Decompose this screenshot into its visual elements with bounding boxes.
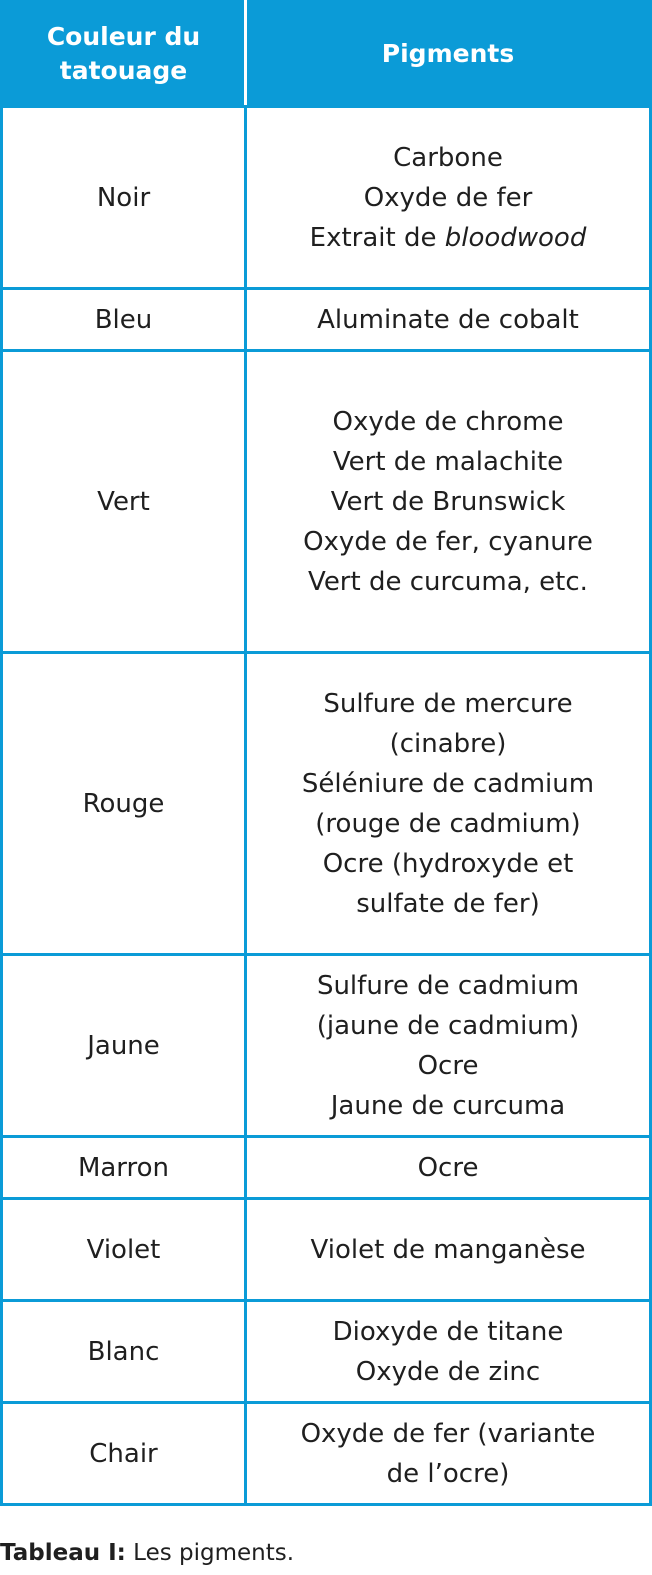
table-row <box>2 289 651 351</box>
pigment-line: Sulfure de cadmium <box>316 970 580 1001</box>
pigment-line: (cinabre) <box>389 728 507 759</box>
pigment-line: Sulfure de mercure <box>323 688 573 719</box>
pigment-line: Extrait de bloodwood <box>309 222 587 253</box>
pigment-line: Violet de manganèse <box>310 1234 586 1265</box>
pigments-cell <box>246 107 651 289</box>
caption-text: Les pigments. <box>125 1540 295 1566</box>
pigment-line: Vert de curcuma, etc. <box>308 566 588 597</box>
pigments-cell <box>246 1199 651 1301</box>
pigment-line: Oxyde de zinc <box>355 1356 541 1387</box>
table-row <box>2 351 651 653</box>
tattoo-color-cell: Rouge <box>2 653 246 955</box>
pigment-line: Oxyde de fer (variante <box>300 1418 596 1449</box>
header-pigments: Pigments <box>246 2 651 107</box>
tattoo-color-cell: Blanc <box>2 1301 246 1403</box>
pigment-line: Vert de malachite <box>332 446 564 477</box>
pigment-line: Aluminate de cobalt <box>317 304 579 335</box>
pigment-line: Jaune de curcuma <box>330 1090 566 1121</box>
header-tattoo-color <box>2 2 246 107</box>
pigments-cell <box>246 1137 651 1199</box>
pigment-line: Ocre <box>417 1152 479 1183</box>
pigments-cell <box>246 351 651 653</box>
pigment-line: Carbone <box>393 142 503 173</box>
tattoo-color-cell: Jaune <box>2 955 246 1137</box>
pigment-line: Vert de Brunswick <box>330 486 566 517</box>
header-tattoo-color-line: Couleur du <box>46 22 201 51</box>
pigment-line: (jaune de cadmium) <box>316 1010 580 1041</box>
table-caption <box>0 1538 294 1568</box>
caption-label: Tableau I: <box>0 1540 126 1566</box>
pigment-line: sulfate de fer) <box>356 888 540 919</box>
tattoo-color-cell: Vert <box>2 351 246 653</box>
pigment-line: Dioxyde de titane <box>332 1316 564 1347</box>
pigment-line: (rouge de cadmium) <box>315 808 581 839</box>
table-row <box>2 1403 651 1505</box>
tattoo-color-cell: Marron <box>2 1137 246 1199</box>
tattoo-color-cell: Noir <box>2 107 246 289</box>
pigment-line: Séléniure de cadmium <box>301 768 595 799</box>
pigments-cell <box>246 1301 651 1403</box>
tattoo-color-cell: Bleu <box>2 289 246 351</box>
table-header-row <box>2 2 651 107</box>
pigment-line: Ocre (hydroxyde et <box>322 848 574 879</box>
pigments-cell <box>246 653 651 955</box>
pigment-line: Oxyde de fer <box>363 182 533 213</box>
header-tattoo-color-line: tatouage <box>59 56 188 85</box>
pigments-cell <box>246 1403 651 1505</box>
pigment-line: de l’ocre) <box>386 1458 510 1489</box>
pigment-line: Ocre <box>417 1050 479 1081</box>
table-row <box>2 955 651 1137</box>
pigments-cell <box>246 289 651 351</box>
table-row <box>2 1199 651 1301</box>
pigment-line: Oxyde de chrome <box>332 406 564 437</box>
tattoo-color-cell: Chair <box>2 1403 246 1505</box>
table-row <box>2 1137 651 1199</box>
tattoo-color-cell: Violet <box>2 1199 246 1301</box>
table-row <box>2 653 651 955</box>
table-row <box>2 1301 651 1403</box>
table-row <box>2 107 651 289</box>
pigments-cell <box>246 955 651 1137</box>
pigment-italic-term: bloodwood <box>444 222 587 253</box>
pigment-line: Oxyde de fer, cyanure <box>303 526 593 557</box>
